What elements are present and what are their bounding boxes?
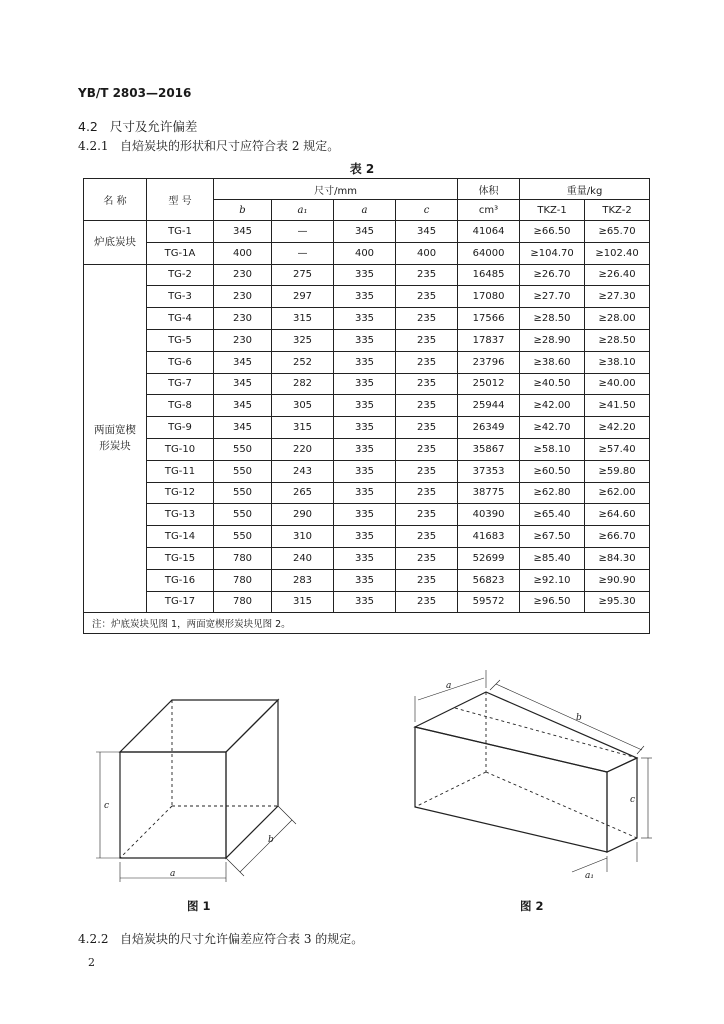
cell-w1: ≥42.00 (520, 395, 585, 417)
table-row (84, 308, 650, 330)
cell-w1: ≥26.70 (520, 264, 585, 286)
fig2-label-b: b (576, 713, 582, 723)
table-row (84, 242, 650, 264)
cell-a: 335 (334, 591, 396, 613)
cell-vol: 26349 (458, 417, 520, 439)
cell-vol: 56823 (458, 569, 520, 591)
cell-vol: 16485 (458, 264, 520, 286)
figure-1-drawing (104, 690, 320, 890)
cell-a1: 325 (272, 329, 334, 351)
header-a: a (334, 200, 396, 221)
table-row (84, 591, 650, 613)
cell-a1: 290 (272, 504, 334, 526)
cell-w2: ≥38.10 (585, 351, 650, 373)
table-row (84, 395, 650, 417)
cell-a: 335 (334, 286, 396, 308)
clause-4-2-2 (78, 930, 363, 947)
cell-c: 235 (396, 547, 458, 569)
cell-w1: ≥92.10 (520, 569, 585, 591)
cell-a: 335 (334, 547, 396, 569)
cell-vol: 37353 (458, 460, 520, 482)
cell-model: TG-1A (147, 242, 214, 264)
cell-c: 235 (396, 460, 458, 482)
cell-b: 550 (214, 438, 272, 460)
cell-w1: ≥40.50 (520, 373, 585, 395)
cell-c: 345 (396, 221, 458, 243)
table-row (84, 373, 650, 395)
cell-b: 230 (214, 329, 272, 351)
cell-w2: ≥26.40 (585, 264, 650, 286)
cell-vol: 17837 (458, 329, 520, 351)
cell-c: 235 (396, 482, 458, 504)
cell-c: 235 (396, 329, 458, 351)
cell-vol: 41064 (458, 221, 520, 243)
cell-a: 335 (334, 460, 396, 482)
cell-b: 780 (214, 569, 272, 591)
cell-a1: — (272, 242, 334, 264)
table-row (84, 286, 650, 308)
cell-w2: ≥28.50 (585, 329, 650, 351)
cell-c: 235 (396, 417, 458, 439)
clause-text: 自焙炭块的尺寸允许偏差应符合表 3 的规定。 (120, 932, 364, 946)
cell-w1: ≥96.50 (520, 591, 585, 613)
cell-b: 230 (214, 308, 272, 330)
cell-w1: ≥85.40 (520, 547, 585, 569)
cell-model: TG-15 (147, 547, 214, 569)
group-name-wedge-block: 两面宽楔形炭块 (84, 264, 147, 613)
section-title: 尺寸及允许偏差 (109, 119, 198, 134)
page-number: 2 (88, 956, 95, 969)
cell-a: 335 (334, 482, 396, 504)
cell-c: 235 (396, 373, 458, 395)
table-row (84, 460, 650, 482)
cell-a: 335 (334, 308, 396, 330)
cell-w1: ≥60.50 (520, 460, 585, 482)
standard-number: YB/T 2803—2016 (78, 86, 192, 100)
clause-text: 自焙炭块的形状和尺寸应符合表 2 规定。 (120, 139, 340, 153)
table-body (84, 221, 650, 613)
cell-w2: ≥65.70 (585, 221, 650, 243)
cell-a1: 282 (272, 373, 334, 395)
cell-a: 335 (334, 438, 396, 460)
table-caption: 表 2 (349, 162, 375, 176)
cell-b: 345 (214, 395, 272, 417)
cell-w1: ≥65.40 (520, 504, 585, 526)
cell-vol: 64000 (458, 242, 520, 264)
fig2-label-c: c (630, 795, 636, 805)
cell-w1: ≥38.60 (520, 351, 585, 373)
cell-a1: 315 (272, 591, 334, 613)
table-row (84, 351, 650, 373)
section-heading (78, 117, 197, 135)
figure-1-lines (96, 700, 296, 882)
cell-a: 335 (334, 264, 396, 286)
cell-a1: 243 (272, 460, 334, 482)
cell-vol: 35867 (458, 438, 520, 460)
cell-a1: 305 (272, 395, 334, 417)
cell-w1: ≥104.70 (520, 242, 585, 264)
clause-4-2-1 (78, 137, 339, 154)
clause-number: 4.2.2 (78, 932, 109, 946)
table-row (84, 482, 650, 504)
cell-model: TG-7 (147, 373, 214, 395)
cell-b: 400 (214, 242, 272, 264)
fig2-label-a1: a₁ (585, 871, 594, 881)
cell-b: 550 (214, 504, 272, 526)
cell-model: TG-10 (147, 438, 214, 460)
cell-model: TG-11 (147, 460, 214, 482)
cell-vol: 59572 (458, 591, 520, 613)
header-tkz2: TKZ-2 (585, 200, 650, 221)
cell-w2: ≥90.90 (585, 569, 650, 591)
cell-a1: 310 (272, 526, 334, 548)
group-name-bottom-block: 炉底炭块 (84, 221, 147, 265)
cell-b: 345 (214, 417, 272, 439)
cell-model: TG-9 (147, 417, 214, 439)
table-row (84, 547, 650, 569)
cell-w2: ≥62.00 (585, 482, 650, 504)
cell-b: 550 (214, 482, 272, 504)
cell-w2: ≥41.50 (585, 395, 650, 417)
section-number: 4.2 (78, 119, 98, 134)
cell-b: 230 (214, 264, 272, 286)
cell-a1: 283 (272, 569, 334, 591)
cell-b: 550 (214, 526, 272, 548)
cell-c: 235 (396, 395, 458, 417)
cell-b: 230 (214, 286, 272, 308)
cell-w1: ≥58.10 (520, 438, 585, 460)
cell-w1: ≥42.70 (520, 417, 585, 439)
header-name: 名 称 (84, 179, 147, 221)
cell-c: 235 (396, 286, 458, 308)
cell-w2: ≥59.80 (585, 460, 650, 482)
cell-model: TG-12 (147, 482, 214, 504)
cell-c: 235 (396, 351, 458, 373)
header-dims: 尺寸/mm (214, 179, 458, 200)
cell-c: 235 (396, 438, 458, 460)
cell-b: 550 (214, 460, 272, 482)
cell-w1: ≥66.50 (520, 221, 585, 243)
cell-c: 235 (396, 526, 458, 548)
cell-a1: 297 (272, 286, 334, 308)
cell-a1: 252 (272, 351, 334, 373)
header-c: c (396, 200, 458, 221)
cell-a: 335 (334, 526, 396, 548)
table-row (84, 438, 650, 460)
cell-a1: 265 (272, 482, 334, 504)
table-row (84, 221, 650, 243)
clause-number: 4.2.1 (78, 139, 109, 153)
table-row (84, 417, 650, 439)
cell-a1: — (272, 221, 334, 243)
cell-w2: ≥66.70 (585, 526, 650, 548)
cell-c: 235 (396, 591, 458, 613)
cell-model: TG-3 (147, 286, 214, 308)
cell-model: TG-4 (147, 308, 214, 330)
cell-b: 780 (214, 547, 272, 569)
cell-a1: 220 (272, 438, 334, 460)
cell-w2: ≥64.60 (585, 504, 650, 526)
cell-w2: ≥84.30 (585, 547, 650, 569)
cell-w2: ≥102.40 (585, 242, 650, 264)
header-weight: 重量/kg (520, 179, 650, 200)
table-2 (83, 178, 650, 634)
cell-w2: ≥40.00 (585, 373, 650, 395)
cell-model: TG-8 (147, 395, 214, 417)
cell-a1: 240 (272, 547, 334, 569)
cell-w2: ≥28.00 (585, 308, 650, 330)
table-row (84, 526, 650, 548)
fig2-label-a: a (446, 681, 452, 691)
cell-model: TG-14 (147, 526, 214, 548)
cell-vol: 25944 (458, 395, 520, 417)
cell-b: 345 (214, 221, 272, 243)
cell-a: 335 (334, 504, 396, 526)
header-volume: 体积 (458, 179, 520, 200)
cell-w1: ≥28.50 (520, 308, 585, 330)
cell-model: TG-5 (147, 329, 214, 351)
cell-b: 345 (214, 373, 272, 395)
cell-w2: ≥42.20 (585, 417, 650, 439)
cell-w1: ≥67.50 (520, 526, 585, 548)
cell-vol: 40390 (458, 504, 520, 526)
table-row (84, 569, 650, 591)
fig1-label-b: b (268, 835, 274, 845)
cell-model: TG-13 (147, 504, 214, 526)
cell-b: 345 (214, 351, 272, 373)
cell-model: TG-1 (147, 221, 214, 243)
cell-w1: ≥27.70 (520, 286, 585, 308)
cell-a: 335 (334, 569, 396, 591)
cell-model: TG-17 (147, 591, 214, 613)
cell-vol: 17566 (458, 308, 520, 330)
cell-w2: ≥95.30 (585, 591, 650, 613)
table-row (84, 504, 650, 526)
cell-a: 345 (334, 221, 396, 243)
table-row (84, 264, 650, 286)
cell-c: 235 (396, 504, 458, 526)
header-model: 型 号 (147, 179, 214, 221)
cell-c: 235 (396, 264, 458, 286)
cell-w1: ≥62.80 (520, 482, 585, 504)
cell-model: TG-6 (147, 351, 214, 373)
figure-2-caption: 图 2 (520, 899, 544, 913)
cell-w2: ≥57.40 (585, 438, 650, 460)
cell-a1: 315 (272, 308, 334, 330)
cell-model: TG-2 (147, 264, 214, 286)
cell-w2: ≥27.30 (585, 286, 650, 308)
cell-b: 780 (214, 591, 272, 613)
cell-c: 235 (396, 569, 458, 591)
figure-1-caption: 图 1 (187, 899, 211, 913)
fig1-label-c: c (104, 801, 110, 811)
table-note: 注：炉底炭块见图 1，两面宽楔形炭块见图 2。 (84, 613, 650, 634)
cell-vol: 41683 (458, 526, 520, 548)
header-b: b (214, 200, 272, 221)
cell-vol: 23796 (458, 351, 520, 373)
cell-a: 335 (334, 351, 396, 373)
cell-a1: 315 (272, 417, 334, 439)
cell-a: 335 (334, 417, 396, 439)
cell-vol: 17080 (458, 286, 520, 308)
figure-2-drawing (400, 672, 650, 882)
cell-w1: ≥28.90 (520, 329, 585, 351)
figure-2-lines (415, 670, 652, 872)
cell-vol: 52699 (458, 547, 520, 569)
cell-vol: 25012 (458, 373, 520, 395)
cell-a: 335 (334, 373, 396, 395)
header-volume-unit: cm³ (458, 200, 520, 221)
cell-model: TG-16 (147, 569, 214, 591)
fig1-label-a: a (170, 869, 176, 879)
cell-a: 335 (334, 395, 396, 417)
cell-a: 400 (334, 242, 396, 264)
cell-a: 335 (334, 329, 396, 351)
cell-c: 235 (396, 308, 458, 330)
header-tkz1: TKZ-1 (520, 200, 585, 221)
table-row (84, 329, 650, 351)
cell-c: 400 (396, 242, 458, 264)
cell-a1: 275 (272, 264, 334, 286)
header-a1: a₁ (272, 200, 334, 221)
cell-vol: 38775 (458, 482, 520, 504)
